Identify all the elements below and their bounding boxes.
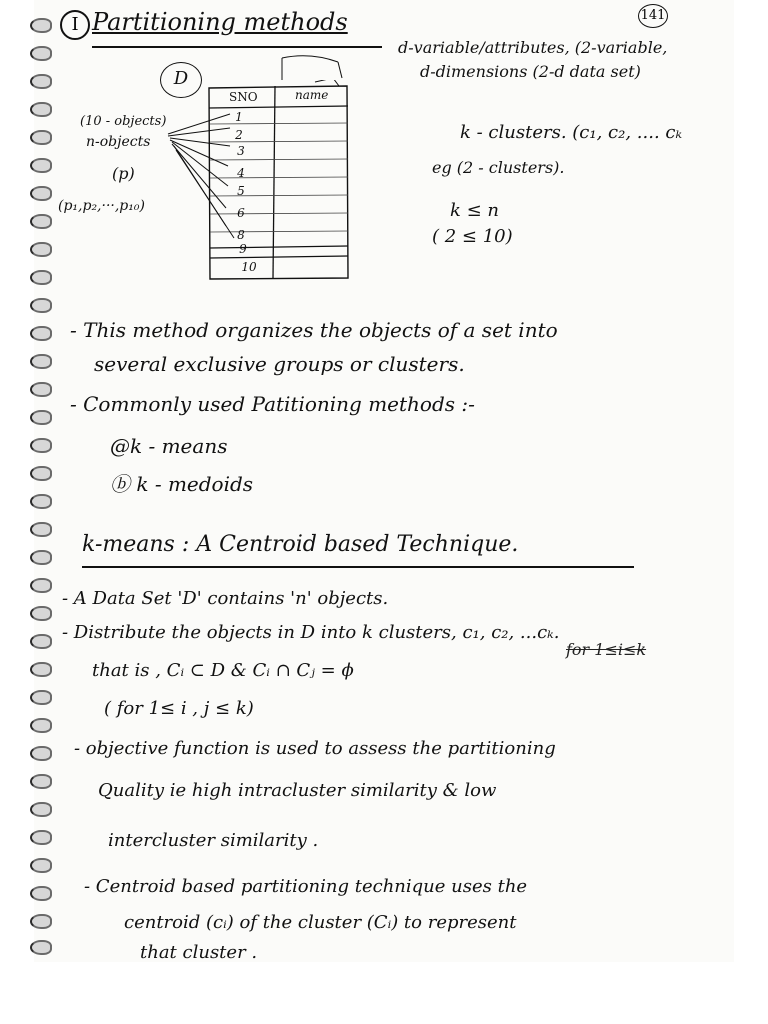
variables-note-line1: d-variable/attributes, (2-variable, [398,38,668,57]
p-list: (p₁,p₂,···,p₁₀) [58,198,145,214]
method-item-kmedoids: ⓑ k - medoids [110,472,254,496]
binding-ring [30,438,52,453]
binding-ring [30,774,52,789]
binding-ring [30,354,52,369]
binding-ring [30,662,52,677]
page-title: Partitioning methods [92,8,348,36]
objects-count-note: (10 - objects) [80,114,167,129]
intro-line-3: - Commonly used Patitioning methods :- [70,392,475,416]
row-number: 4 [237,166,245,180]
intro-line-2: several exclusive groups or clusters. [94,352,465,376]
binding-ring [30,606,52,621]
binding-ring [30,410,52,425]
binding-ring [30,550,52,565]
row-number: 9 [239,242,247,256]
kmeans-line-2: - Distribute the objects in D into k clusters, c₁, c₂, ...cₖ. [62,622,560,643]
kmeans-struck-text: for 1≤i≤k [566,640,647,659]
binding-ring [30,494,52,509]
binding-ring [30,746,52,761]
method-item-kmeans: @k - means [110,434,228,458]
row-number: 6 [237,206,245,220]
binding-ring [30,718,52,733]
row-number: 1 [235,110,243,124]
dataset-label: D [160,62,202,98]
binding-ring [30,940,52,955]
binding-ring [30,886,52,901]
row-number: 2 [235,128,243,142]
binding-ring [30,830,52,845]
kmeans-line-10: that cluster . [140,942,258,963]
row-number: 10 [241,260,257,274]
binding-ring [30,690,52,705]
kmeans-line-9: centroid (cᵢ) of the cluster (Cᵢ) to represent [124,912,517,933]
binding-ring [30,634,52,649]
kmeans-heading-underline [82,566,634,568]
table-header-sno: SNO [229,90,258,104]
binding-ring [30,578,52,593]
kmeans-line-5: - objective function is used to assess the partitioning [74,738,556,759]
binding-ring [30,802,52,817]
binding-ring [30,326,52,341]
kmeans-line-6: Quality ie high intracluster similarity & low [98,780,497,801]
binding-ring [30,522,52,537]
kmeans-line-3: that is , Cᵢ ⊂ D & Cᵢ ∩ Cⱼ = ϕ [92,660,354,681]
binding-ring [30,382,52,397]
k-example-note: ( 2 ≤ 10) [432,226,513,247]
row-number: 3 [237,144,245,158]
row-number: 5 [237,184,245,198]
clusters-example: eg (2 - clusters). [432,158,565,177]
kmeans-line-7: intercluster similarity . [108,830,319,851]
intro-line-1: - This method organizes the objects of a set into [70,318,558,342]
page-number: 141 [638,4,668,28]
binding-ring [30,858,52,873]
binding-ring [30,466,52,481]
binding-ring [30,914,52,929]
objects-label: n-objects [86,134,151,150]
object-mapping-lines [0,0,768,300]
binding-ring [30,298,52,313]
k-le-n-note: k ≤ n [450,200,500,221]
kmeans-heading: k-means : A Centroid based Technique. [82,532,519,557]
p-label: (p) [112,164,135,183]
row-number: 8 [237,228,245,242]
kmeans-line-4: ( for 1≤ i , j ≤ k) [104,698,254,719]
kmeans-line-8: - Centroid based partitioning technique uses the [84,876,528,897]
variables-note-line2: d-dimensions (2-d data set) [420,62,641,81]
table-header-name: name [295,88,329,102]
section-marker: I [60,10,90,40]
kmeans-line-1: - A Data Set 'D' contains 'n' objects. [62,588,389,609]
clusters-note: k - clusters. (c₁, c₂, .... cₖ [460,122,683,143]
